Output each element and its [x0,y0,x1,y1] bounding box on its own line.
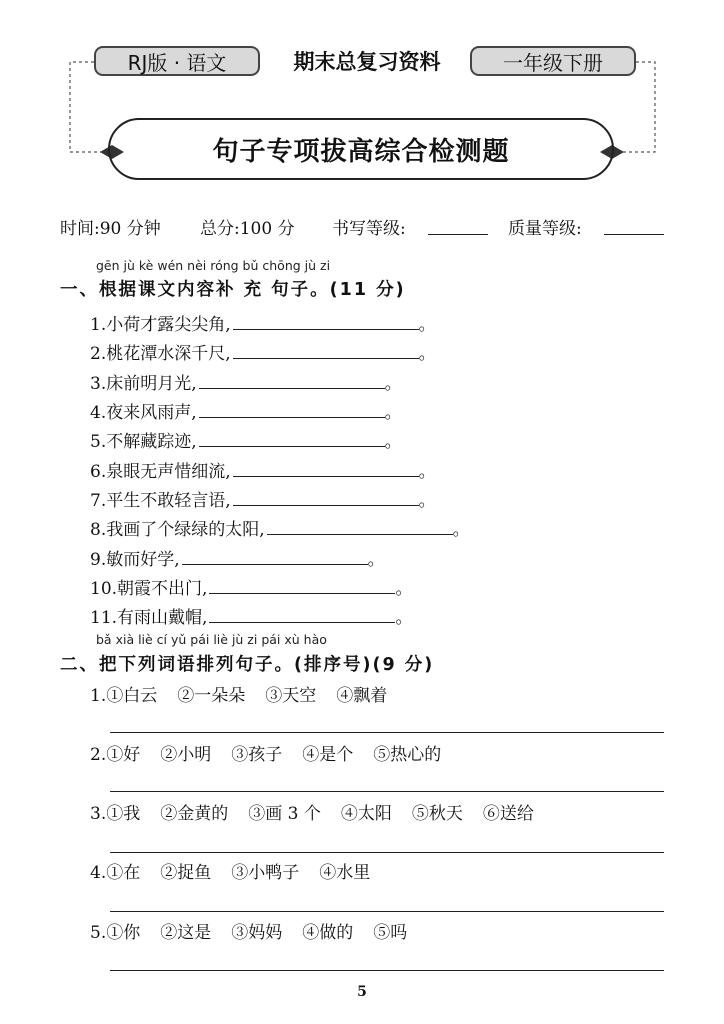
section1-pinyin: gēn jù kè wén nèi róng bǔ chōng jù zi [96,258,331,273]
fill-item: 11.有雨山戴帽, 。 [90,603,412,627]
quality-grade-blank[interactable] [604,216,664,235]
ordering-row: 4.①在 ②捉鱼 ③小鸭子 ④水里 [90,863,371,883]
answer-line[interactable] [110,970,664,971]
fill-item: 8.我画了个绿绿的太阳, 。 [90,515,470,539]
answer-blank[interactable] [233,312,419,330]
edition-badge: RJ版 · 语文 [94,46,260,76]
fill-item: 9.敏而好学, 。 [90,545,385,569]
quality-grade-label: 质量等级: [508,219,582,239]
writing-grade-blank[interactable] [428,216,488,235]
answer-blank[interactable] [233,341,419,359]
answer-blank[interactable] [233,459,419,477]
ordering-row: 2.①好 ②小明 ③孩子 ④是个 ⑤热心的 [90,745,442,765]
time-label: 时间:90 分钟 [60,219,161,239]
answer-blank[interactable] [209,576,395,594]
fill-item: 4.夜来风雨声, 。 [90,398,402,422]
writing-grade-label: 书写等级: [332,219,406,239]
fill-item: 5.不解藏踪迹, 。 [90,427,402,451]
ordering-row: 1.①白云 ②一朵朵 ③天空 ④飘着 [90,686,388,706]
answer-blank[interactable] [182,547,368,565]
exam-meta [60,214,680,242]
fill-item: 3.床前明月光, 。 [90,369,402,393]
page-number: 5 [357,984,367,1000]
answer-blank[interactable] [199,371,385,389]
answer-blank[interactable] [209,605,395,623]
answer-line[interactable] [110,852,664,853]
answer-blank[interactable] [199,429,385,447]
answer-line[interactable] [110,791,664,792]
section2-pinyin: bǎ xià liè cí yǔ pái liè jù zi pái xù hào [96,632,327,647]
fill-item: 1.小荷才露尖尖角, 。 [90,310,436,334]
ordering-row: 3.①我 ②金黄的 ③画 3 个 ④太阳 ⑤秋天 ⑥送给 [90,804,534,824]
grade-badge: 一年级下册 [470,46,636,76]
fill-item: 2.桃花潭水深千尺, 。 [90,339,436,363]
answer-line[interactable] [110,911,664,912]
section2-title: 二、把下列词语排列句子。(排序号)(9 分) [60,655,435,675]
fill-item: 7.平生不敢轻言语, 。 [90,486,436,510]
answer-blank[interactable] [267,517,453,535]
header-title: 期末总复习资料 [293,50,441,74]
answer-blank[interactable] [199,400,385,418]
fill-item: 6.泉眼无声惜细流, 。 [90,457,436,481]
total-score-label: 总分:100 分 [200,219,295,239]
answer-blank[interactable] [233,488,419,506]
page-title: 句子专项拔高综合检测题 [108,118,614,180]
answer-line[interactable] [110,732,664,733]
section1-title: 一、根据课文内容补 充 句子。(11 分) [60,280,406,300]
fill-item: 10.朝霞不出门, 。 [90,574,412,598]
ordering-row: 5.①你 ②这是 ③妈妈 ④做的 ⑤吗 [90,923,408,943]
